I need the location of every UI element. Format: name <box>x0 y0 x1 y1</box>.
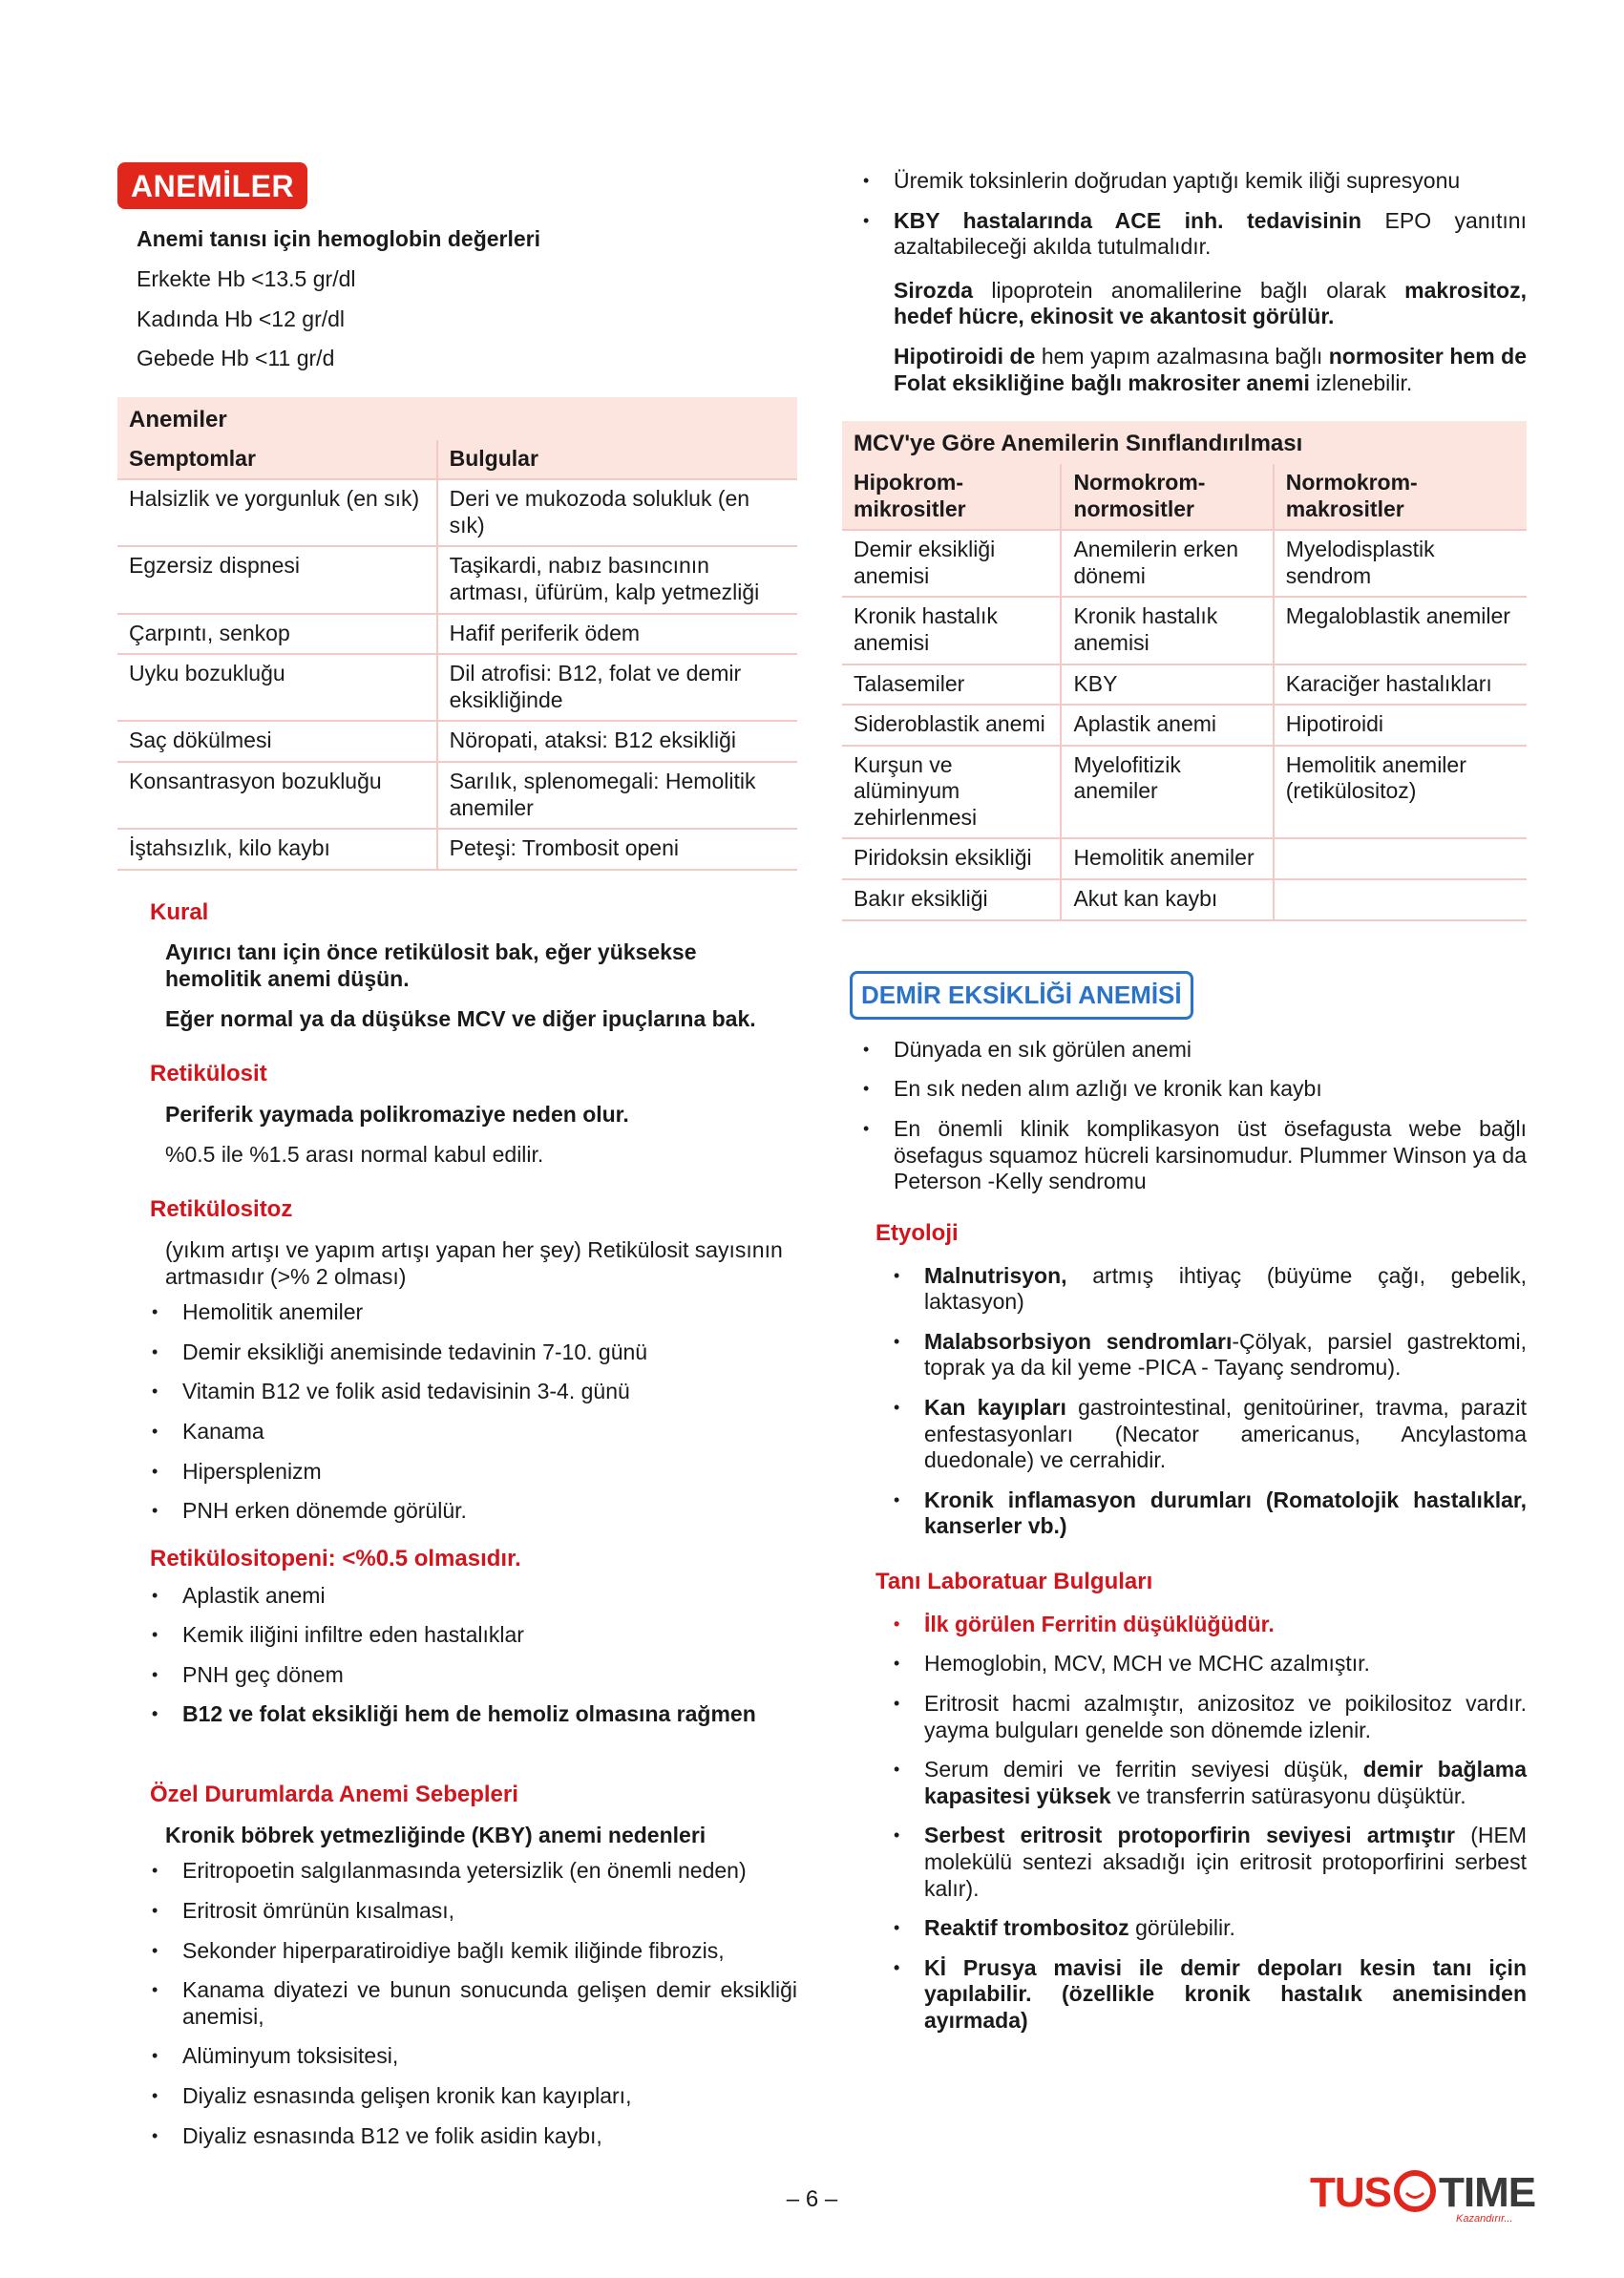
list-item: • Üremik toksinlerin doğrudan yaptığı kemik iliği supresyonu <box>850 168 1527 195</box>
hb-line: Kadında Hb <12 gr/dl <box>137 306 346 331</box>
table-title: Anemiler <box>117 397 797 440</box>
ozel-subtitle: Kronik böbrek yetmezliğinde (KBY) anemi nedenleri <box>165 1822 707 1847</box>
table-cell: Egzersiz dispnesi <box>117 546 437 613</box>
logo-slogan: Kazandırır... <box>1456 2213 1513 2225</box>
list-item: • Serum demiri ve ferritin seviyesi düşük, demir bağlama kapasitesi yüksek ve transferrin satürasyonu düşüktür. <box>880 1757 1527 1809</box>
table-header: Bulgular <box>437 440 797 480</box>
table-cell: Hemolitik anemiler (retikülositoz) <box>1274 746 1527 839</box>
table-row <box>842 746 1527 839</box>
table-cell: İştahsızlık, kilo kaybı <box>117 829 437 870</box>
table-cell: Anemilerin erken dönemi <box>1061 530 1273 597</box>
table-cell: Kronik hastalık anemisi <box>1061 597 1273 664</box>
etyoloji-heading: Etyoloji <box>875 1219 959 1246</box>
retikulosit-text: %0.5 ile %1.5 arası normal kabul edilir. <box>165 1141 544 1167</box>
retikulositoz-intro: (yıkım artışı ve yapım artışı yapan her şey) Retikülosit sayısının artmasıdır (>% 2 olması) <box>165 1237 783 1289</box>
table-row <box>117 479 797 546</box>
list-item: • Hemoglobin, MCV, MCH ve MCHC azalmıştır. <box>880 1651 1527 1677</box>
list-item: • Hemolitik anemiler <box>138 1299 797 1326</box>
table-cell: Konsantrasyon bozukluğu <box>117 762 437 829</box>
table-cell: Bakır eksikliği <box>842 879 1061 920</box>
kural-block <box>117 939 797 1032</box>
retikulosit-text: Periferik yaymada polikromaziye neden olur. <box>165 1102 629 1128</box>
tani-heading: Tanı Laboratuar Bulguları <box>875 1568 1153 1594</box>
list-item: • En önemli klinik komplikasyon üst ösefagusta webe bağlı ösefagus squamoz hücreli karsinomudur. Plummer Winson ya da Peterson -Kelly sendromu <box>850 1116 1527 1195</box>
list-item: • PNH erken dönemde görülür. <box>138 1498 797 1525</box>
clock-icon <box>1391 2170 1439 2212</box>
kural-text: Eğer normal ya da düşükse MCV ve diğer ipuçlarına bak. <box>165 1005 756 1031</box>
list-item: • Hipersplenizm <box>138 1459 797 1486</box>
kural-heading: Kural <box>150 898 209 925</box>
list-item: • Kemik iliğini infiltre eden hastalıklar <box>138 1622 797 1649</box>
list-item: • Malnutrisyon, artmış ihtiyaç (büyüme çağı, gebelik, laktasyon) <box>880 1263 1527 1316</box>
list-item: • En sık neden alım azlığı ve kronik kan kaybı <box>850 1076 1527 1103</box>
table-cell: Kurşun ve alüminyum zehirlenmesi <box>842 746 1061 839</box>
list-item: • Aplastik anemi <box>138 1583 797 1610</box>
table-cell: Hipotiroidi <box>1274 705 1527 746</box>
list-item: • Alüminyum toksisitesi, <box>138 2043 797 2070</box>
tani-list <box>880 1612 1527 2035</box>
table-row <box>117 829 797 870</box>
list-item: • Vitamin B12 ve folik asid tedavisinin 3-4. günü <box>138 1379 797 1405</box>
table-cell: KBY <box>1061 664 1273 706</box>
retikulositoz-list <box>138 1299 797 1525</box>
table-cell: Myelodisplastik sendrom <box>1274 530 1527 597</box>
table-row <box>117 654 797 721</box>
hipotiroidi-paragraph: Hipotiroidi de hem yapım azalmasına bağlı normositer hem de Folat eksikliğine bağlı makrositer anemi izlenebilir. <box>894 343 1527 395</box>
logo-tus: TUS <box>1310 2169 1391 2216</box>
table-cell: Sarılık, splenomegali: Hemolitik anemiler <box>437 762 797 829</box>
table-row <box>842 664 1527 706</box>
retikulositoz-heading: Retikülositoz <box>150 1196 293 1223</box>
list-item: • Kronik inflamasyon durumları (Romatolojik hastalıklar, kanserler vb.) <box>880 1487 1527 1540</box>
list-item: • Kanama <box>138 1419 797 1445</box>
list-item: • Reaktif trombositoz görülebilir. <box>880 1915 1527 1942</box>
kural-text: Ayırıcı tanı için önce retikülosit bak, eğer yüksekse hemolitik anemi düşün. <box>165 939 697 992</box>
table-row <box>842 838 1527 879</box>
page-number: – 6 – <box>786 2186 838 2212</box>
list-item: • Diyaliz esnasında gelişen kronik kan kayıpları, <box>138 2083 797 2110</box>
table-cell: Hafif periferik ödem <box>437 614 797 655</box>
table-cell <box>1274 838 1527 879</box>
table-cell: Uyku bozukluğu <box>117 654 437 721</box>
right-column <box>842 168 1527 2047</box>
list-item: • İlk görülen Ferritin düşüklüğüdür. <box>880 1612 1527 1638</box>
table-cell: Nöropati, ataksi: B12 eksikliği <box>437 721 797 762</box>
table-cell <box>1274 879 1527 920</box>
table-row <box>842 705 1527 746</box>
ozel-list <box>138 1858 797 2149</box>
table-row <box>117 546 797 613</box>
table-title: MCV'ye Göre Anemilerin Sınıflandırılması <box>842 421 1527 464</box>
retikulosit-heading: Retikülosit <box>150 1061 267 1087</box>
table-row <box>842 530 1527 597</box>
list-item: • Eritrosit ömrünün kısalması, <box>138 1898 797 1925</box>
table-header: Semptomlar <box>117 440 437 480</box>
list-item: • Eritrosit hacmi azalmıştır, anizositoz ve poikilositoz vardır. yayma bulguları genelde son dönemde izlenir. <box>880 1691 1527 1743</box>
list-item: • KBY hastalarında ACE inh. tedavisinin EPO yanıtını azaltabileceği akılda tutulmalıdır. <box>850 208 1527 261</box>
list-item: • Malabsorbsiyon sendromları-Çölyak, parsiel gastrektomi, toprak ya da kil yeme -PICA - Tayanç sendromu). <box>880 1329 1527 1382</box>
retikulositopeni-list <box>138 1583 797 1728</box>
hb-line: Erkekte Hb <13.5 gr/dl <box>137 265 356 291</box>
table-cell: Peteşi: Trombosit openi <box>437 829 797 870</box>
list-item: • PNH geç dönem <box>138 1662 797 1689</box>
list-item: • Diyaliz esnasında B12 ve folik asidin kaybı, <box>138 2123 797 2150</box>
tustime-logo <box>1310 2168 1535 2219</box>
list-item: • Kanama diyatezi ve bunun sonucunda gelişen demir eksikliği anemisi, <box>138 1977 797 2030</box>
table-cell: Çarpıntı, senkop <box>117 614 437 655</box>
table-cell: Demir eksikliği anemisi <box>842 530 1061 597</box>
list-item: • Serbest eritrosit protoporfirin seviyesi artmıştır (HEM molekülü sentezi aksadığı için eritrosit protoporfirini serbest kalır). <box>880 1823 1527 1902</box>
ozel-heading: Özel Durumlarda Anemi Sebepleri <box>150 1781 518 1807</box>
kby-continued-list <box>850 168 1527 261</box>
table-cell: Deri ve mukozoda solukluk (en sık) <box>437 479 797 546</box>
list-item: • B12 ve folat eksikliği hem de hemoliz olmasına rağmen <box>138 1701 797 1728</box>
table-cell: Halsizlik ve yorgunluk (en sık) <box>117 479 437 546</box>
hemoglobin-block <box>117 226 797 371</box>
table-cell: Hemolitik anemiler <box>1061 838 1273 879</box>
list-item: • Eritropoetin salgılanmasında yetersizlik (en önemli neden) <box>138 1858 797 1885</box>
table-row <box>842 597 1527 664</box>
etyoloji-list <box>880 1263 1527 1540</box>
retikulosit-block <box>117 1102 797 1168</box>
section-badge-demir: DEMİR EKSİKLİĞİ ANEMİSİ <box>842 971 1527 1020</box>
list-item: • Dünyada en sık görülen anemi <box>850 1037 1527 1064</box>
table-row <box>117 614 797 655</box>
list-item: • Kan kayıpları gastrointestinal, genitoüriner, travma, parazit enfestasyonları (Necator americanus, Ancylastoma duedonale) ve cerrahidir. <box>880 1395 1527 1474</box>
table-cell: Karaciğer hastalıkları <box>1274 664 1527 706</box>
section-badge-anemiler: ANEMİLER <box>117 162 797 209</box>
table-header: Hipokrom-mikrositler <box>842 464 1061 530</box>
table-cell: Taşikardi, nabız basıncının artması, üfürüm, kalp yetmezliği <box>437 546 797 613</box>
logo-time: TIME <box>1439 2169 1536 2216</box>
table-cell: Piridoksin eksikliği <box>842 838 1061 879</box>
table-cell: Dil atrofisi: B12, folat ve demir eksikliğinde <box>437 654 797 721</box>
table-cell: Megaloblastik anemiler <box>1274 597 1527 664</box>
table-cell: Saç dökülmesi <box>117 721 437 762</box>
sirozda-paragraph: Sirozda lipoprotein anomalilerine bağlı olarak makrositoz, hedef hücre, ekinosit ve akantosit görülür. <box>894 277 1527 329</box>
left-column <box>117 162 797 2162</box>
list-item: • Kİ Prusya mavisi ile demir depoları kesin tanı için yapılabilir. (özellikle kronik hastalık anemisinden ayırmada) <box>880 1955 1527 2035</box>
table-cell: Akut kan kaybı <box>1061 879 1273 920</box>
mcv-table <box>842 421 1527 921</box>
table-cell: Kronik hastalık anemisi <box>842 597 1061 664</box>
table-cell: Myelofitizik anemiler <box>1061 746 1273 839</box>
table-cell: Aplastik anemi <box>1061 705 1273 746</box>
anemiler-table <box>117 397 797 871</box>
table-row <box>117 721 797 762</box>
list-item: • Demir eksikliği anemisinde tedavinin 7-10. günü <box>138 1339 797 1366</box>
list-item: • Sekonder hiperparatiroidiye bağlı kemik iliğinde fibrozis, <box>138 1938 797 1965</box>
table-header: Normokrom-makrositler <box>1274 464 1527 530</box>
table-row <box>842 879 1527 920</box>
table-header: Normokrom-normositler <box>1061 464 1273 530</box>
table-row <box>117 762 797 829</box>
demir-list <box>850 1037 1527 1195</box>
hb-line: Gebede Hb <11 gr/d <box>137 346 335 371</box>
table-cell: Sideroblastik anemi <box>842 705 1061 746</box>
table-cell: Talasemiler <box>842 664 1061 706</box>
hb-title: Anemi tanısı için hemoglobin değerleri <box>137 226 541 252</box>
retikulositopeni-heading: Retikülositopeni: <%0.5 olmasıdır. <box>150 1545 521 1571</box>
